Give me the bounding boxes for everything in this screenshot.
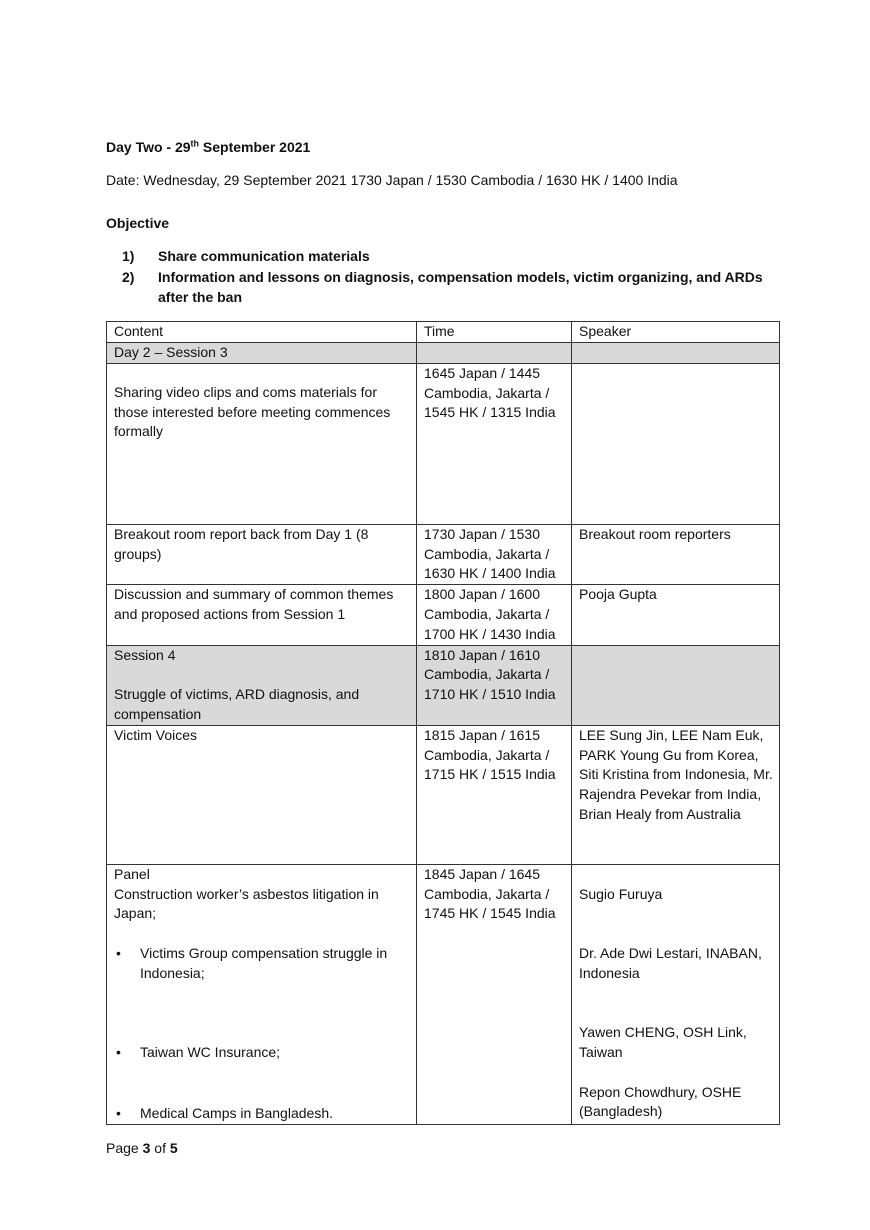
session-3-speaker bbox=[572, 343, 780, 364]
panel-bullet-text: Medical Camps in Bangladesh. bbox=[140, 1104, 333, 1121]
discussion-speaker: Pooja Gupta bbox=[572, 585, 780, 645]
breakout-speaker: Breakout room reporters bbox=[572, 524, 780, 584]
table-row-sharing bbox=[107, 363, 780, 524]
table-row-victim-voices bbox=[107, 725, 780, 864]
victim-voices-speaker: LEE Sung Jin, LEE Nam Euk, PARK Young Gu from Korea, Siti Kristina from Indonesia, Mr. Rajendra Pevekar from India, Brian Healy from Australia bbox=[572, 725, 780, 864]
panel-bullet-text: Taiwan WC Insurance; bbox=[140, 1043, 281, 1060]
header-time: Time bbox=[417, 322, 572, 343]
panel-speaker-indonesia: Dr. Ade Dwi Lestari, INABAN, Indonesia bbox=[579, 944, 762, 981]
session-4-speaker bbox=[572, 645, 780, 725]
bullet-icon: • bbox=[116, 1043, 121, 1060]
panel-speaker-taiwan: Yawen CHENG, OSH Link, Taiwan bbox=[579, 1024, 747, 1060]
session-3-time bbox=[417, 343, 572, 364]
objective-heading: Objective bbox=[106, 215, 170, 231]
breakout-time: 1730 Japan / 1530 Cambodia, Jakarta / 1630 HK / 1400 India bbox=[417, 524, 572, 584]
day-heading-sup: th bbox=[190, 138, 200, 149]
footer-total-pages: 5 bbox=[169, 1140, 178, 1156]
panel-speaker-japan: Sugio Furuya bbox=[579, 885, 663, 902]
session-4-time: 1810 Japan / 1610 Cambodia, Jakarta / 1710 HK / 1510 India bbox=[417, 645, 572, 725]
victim-voices-time: 1815 Japan / 1615 Cambodia, Jakarta / 1715 HK / 1515 India bbox=[417, 725, 572, 864]
footer-page-word: Page bbox=[106, 1140, 143, 1156]
discussion-content: Discussion and summary of common themes and proposed actions from Session 1 bbox=[107, 585, 417, 645]
discussion-time: 1800 Japan / 1600 Cambodia, Jakarta / 1700 HK / 1430 India bbox=[417, 585, 572, 645]
date-line: Date: Wednesday, 29 September 2021 1730 Japan / 1530 Cambodia / 1630 HK / 1400 India bbox=[106, 172, 678, 188]
panel-speaker-bangladesh: Repon Chowdhury, OSHE (Bangladesh) bbox=[579, 1083, 742, 1120]
session-4-content bbox=[107, 645, 417, 725]
sharing-speaker bbox=[572, 363, 780, 524]
session-4-subtitle: Struggle of victims, ARD diagnosis, and compensation bbox=[114, 686, 360, 722]
panel-time: 1845 Japan / 1645 Cambodia, Jakarta / 1745 HK / 1545 India bbox=[417, 864, 572, 1124]
session-4-row bbox=[107, 645, 780, 725]
objective-item-2: Information and lessons on diagnosis, compensation models, victim organizing, and ARDs after the ban bbox=[158, 269, 763, 305]
sharing-content: Sharing video clips and coms materials for those interested before meeting commences formally bbox=[107, 363, 417, 524]
panel-bullet-taiwan bbox=[114, 1043, 410, 1063]
footer-current-page: 3 bbox=[142, 1140, 151, 1156]
footer-of-word: of bbox=[150, 1140, 170, 1156]
header-speaker: Speaker bbox=[572, 322, 780, 343]
day-heading-suffix: September 2021 bbox=[199, 139, 311, 155]
session-4-title: Session 4 bbox=[114, 646, 176, 663]
table-row-panel bbox=[107, 864, 780, 1124]
panel-bullet-text: Victims Group compensation struggle in Indonesia; bbox=[140, 944, 388, 981]
sharing-time: 1645 Japan / 1445 Cambodia, Jakarta / 1545 HK / 1315 India bbox=[417, 363, 572, 524]
session-3-label: Day 2 – Session 3 bbox=[107, 343, 417, 364]
panel-label: Panel bbox=[114, 865, 150, 882]
panel-speakers bbox=[572, 864, 780, 1124]
page-footer bbox=[106, 1139, 178, 1159]
panel-construction-topic: Construction worker’s asbestos litigation in Japan; bbox=[114, 885, 379, 922]
panel-content bbox=[107, 864, 417, 1124]
breakout-content: Breakout room report back from Day 1 (8 groups) bbox=[107, 524, 417, 584]
agenda-table bbox=[106, 321, 780, 1125]
day-heading-prefix: Day Two - 29 bbox=[106, 139, 191, 155]
bullet-icon: • bbox=[116, 1104, 121, 1121]
bullet-icon: • bbox=[116, 944, 121, 961]
objective-item-1: Share communication materials bbox=[158, 248, 370, 264]
victim-voices-content: Victim Voices bbox=[107, 725, 417, 864]
objective-number-1: 1) bbox=[122, 248, 135, 264]
header-content: Content bbox=[107, 322, 417, 343]
table-header-row bbox=[107, 322, 780, 343]
table-row-discussion bbox=[107, 585, 780, 645]
table-row-breakout bbox=[107, 524, 780, 584]
session-3-row bbox=[107, 343, 780, 364]
day-heading bbox=[106, 138, 310, 158]
objective-number-2: 2) bbox=[122, 269, 135, 285]
panel-bullet-bangladesh bbox=[114, 1104, 410, 1124]
panel-bullet-indonesia bbox=[114, 944, 410, 984]
